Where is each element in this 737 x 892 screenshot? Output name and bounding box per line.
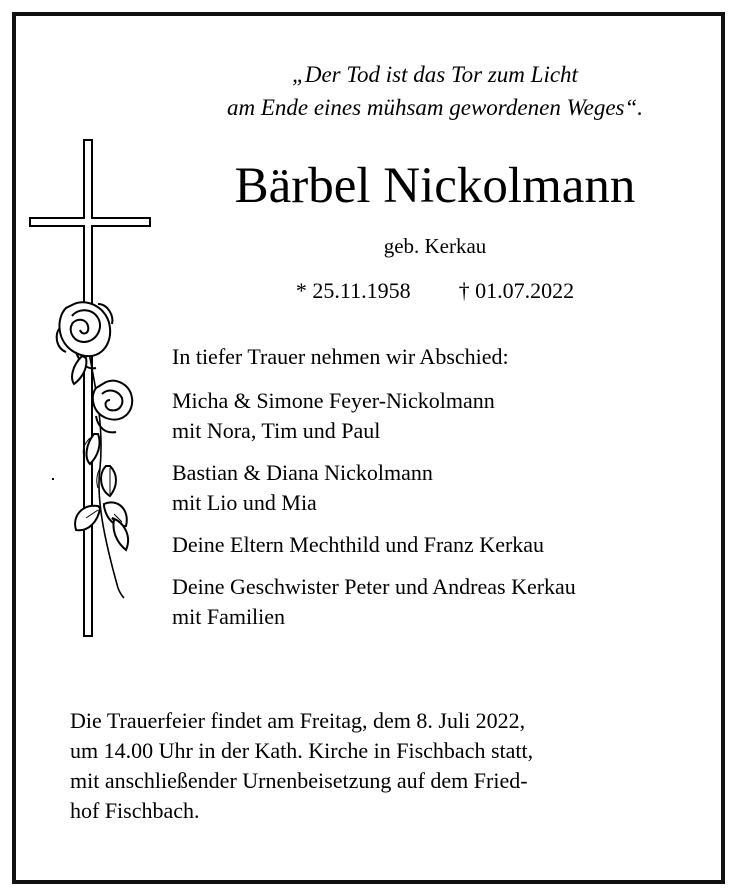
maiden-name: geb. Kerkau (383, 234, 487, 258)
mourner-line: Bastian & Diana Nickolmann (172, 460, 433, 485)
birth-date: * 25.11.1958 (295, 278, 411, 303)
mourner-group (172, 386, 717, 446)
funeral-line: mit anschließender Urnenbeisetzung auf dem Fried- (70, 768, 528, 793)
mourners-intro: In tiefer Trauer nehmen wir Abschied: (172, 344, 509, 369)
funeral-line: hof Fischbach. (70, 798, 200, 823)
mourner-group (172, 458, 717, 518)
mourners-list (172, 342, 717, 644)
quote-line: am Ende eines mühsam gewordenen Weges“. (226, 95, 644, 120)
mourner-line: mit Lio und Mia (172, 490, 317, 515)
mourner-line: mit Nora, Tim und Paul (172, 418, 381, 443)
mourner-group (172, 530, 717, 560)
deceased-name: Bärbel Nickolmann (234, 158, 636, 214)
funeral-line: um 14.00 Uhr in der Kath. Kirche in Fischbach statt, (70, 738, 534, 763)
funeral-line: Die Trauerfeier findet am Freitag, dem 8. Juli 2022, (70, 708, 526, 733)
cross-with-roses-icon (26, 138, 158, 640)
funeral-details (70, 706, 710, 826)
mourner-line: Deine Geschwister Peter und Andreas Kerkau (172, 574, 576, 599)
mourner-line: Micha & Simone Feyer-Nickolmann (172, 388, 495, 413)
mourner-line: mit Familien (172, 604, 286, 629)
mourner-group (172, 572, 717, 632)
mourner-line: Deine Eltern Mechthild und Franz Kerkau (172, 532, 545, 557)
death-date: † 01.07.2022 (458, 278, 575, 303)
memorial-quote (150, 58, 720, 124)
life-dates (150, 276, 720, 306)
quote-line: „Der Tod ist das Tor zum Licht (292, 62, 578, 87)
print-speck (52, 478, 54, 480)
